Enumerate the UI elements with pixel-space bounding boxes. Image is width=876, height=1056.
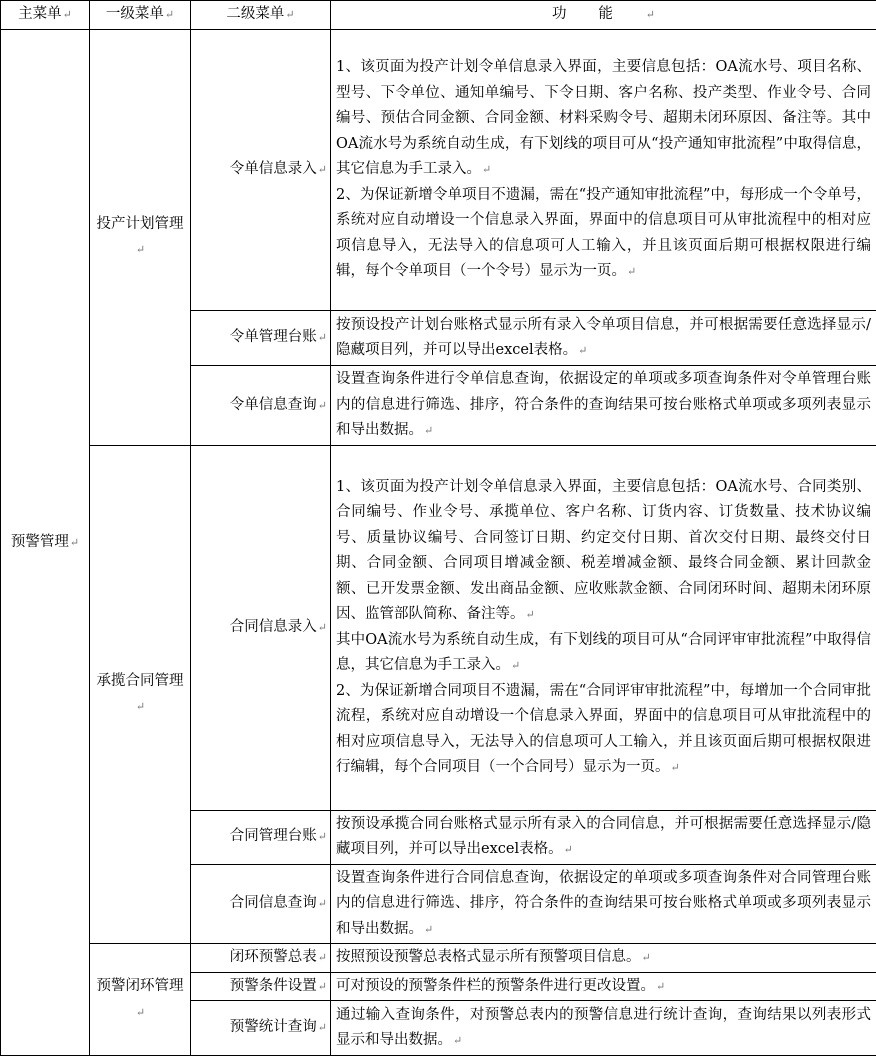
- level2-menu-cell: [191, 311, 331, 366]
- level2-menu-cell: [191, 366, 331, 446]
- header-level2-menu: 二级菜单↵: [191, 1, 331, 30]
- paragraph-mark-icon: ↵: [63, 8, 72, 21]
- paragraph-mark-icon: ↵: [318, 1021, 327, 1034]
- function-text: 设置查询条件进行合同信息查询，依据设定的单项或多项查询条件对合同管理台账内的信息进行筛选、排序，符合条件的查询结果可按台账格式单项或多项列表显示和导出数据。: [336, 870, 871, 937]
- level1-menu-label: 承揽合同管理: [97, 673, 184, 689]
- paragraph-mark-icon: ↵: [318, 621, 327, 634]
- paragraph-mark-icon: ↵: [318, 897, 327, 910]
- function-text: 可对预设的预警条件栏的预警条件进行更改设置。: [336, 978, 655, 994]
- paragraph-mark-icon: ↵: [642, 951, 651, 964]
- table-row: [1, 944, 876, 973]
- level2-menu-label: 合同管理台账: [230, 828, 317, 844]
- paragraph-mark-icon: ↵: [627, 265, 636, 278]
- function-paragraph: [336, 628, 871, 679]
- level2-menu-label: 令单信息录入: [230, 161, 317, 177]
- header-row: [1, 1, 876, 30]
- function-paragraph: [336, 1003, 871, 1054]
- level1-menu-label: 预警闭环管理: [97, 978, 184, 994]
- function-paragraph: [336, 974, 871, 1000]
- level2-menu-label: 令单管理台账: [230, 329, 317, 345]
- paragraph-mark-icon: ↵: [318, 163, 327, 176]
- function-paragraph: [336, 313, 871, 364]
- level2-menu-cell: [191, 30, 331, 311]
- function-cell: [331, 366, 876, 446]
- level1-menu-cell: [90, 445, 191, 944]
- paragraph-mark-icon: ↵: [453, 1034, 462, 1047]
- function-cell: [331, 311, 876, 366]
- function-text: 2、为保证新增令单项目不遗漏，需在“投产通知审批流程”中，每形成一个令单号，系统对应自动增设一个信息录入界面，界面中的信息项目可从审批流程中的相对应项信息导入，无法导入的信息项可人工输入，并且该页面后期可根据权限进行编辑，每个令单项目（一个令号）显示为一页。: [336, 187, 871, 280]
- function-cell: [331, 810, 876, 864]
- function-paragraph: [336, 812, 871, 863]
- level2-menu-label: 合同信息录入: [230, 619, 317, 635]
- level2-menu-cell: [191, 1001, 331, 1056]
- paragraph-mark-icon: ↵: [318, 830, 327, 843]
- function-text: 按照预设预警总表格式显示所有预警项目信息。: [336, 949, 641, 965]
- function-cell: [331, 864, 876, 944]
- function-paragraph: [336, 866, 871, 943]
- table-row: [1, 445, 876, 810]
- function-paragraph: [336, 475, 871, 628]
- paragraph-mark-icon: ↵: [424, 424, 433, 437]
- level2-menu-cell: [191, 944, 331, 973]
- level2-menu-cell: [191, 810, 331, 864]
- paragraph-mark-icon: ↵: [578, 344, 587, 357]
- level2-menu-cell: [191, 972, 331, 1001]
- paragraph-mark-icon: ↵: [671, 761, 680, 774]
- paragraph-mark-icon: ↵: [136, 243, 145, 256]
- level2-menu-label: 令单信息查询: [230, 397, 317, 413]
- function-text: 1、该页面为投产计划令单信息录入界面，主要信息包括：OA流水号、项目名称、型号、下令单位、通知单编号、下令日期、客户名称、投产类型、作业令号、合同编号、预估合同金额、合同金额、材料采购令号、超期未闭环原因、备注等。其中OA流水号为系统自动生成，有下划线的项目可从“投产通知审批流程”中取得信息，其它信息为手工录入。: [336, 59, 871, 177]
- function-paragraph: [336, 679, 871, 781]
- paragraph-mark-icon: ↵: [318, 951, 327, 964]
- level2-menu-cell: [191, 864, 331, 944]
- function-paragraph: [336, 55, 871, 183]
- paragraph-mark-icon: ↵: [511, 659, 520, 672]
- function-text: 1、该页面为投产计划令单信息录入界面，主要信息包括：OA流水号、合同类别、合同编号、作业令号、承揽单位、客户名称、订货内容、订货数量、技术协议编号、质量协议编号、合同签订日期、约定交付日期、首次交付日期、最终交付日期、合同金额、合同项目增减金额、税差增减金额、最终合同金额、累计回款金额、已开发票金额、发出商品金额、应收账款金额、合同闭环时间、超期未闭环原因、监管部队简称、备注等。: [336, 479, 871, 623]
- function-cell: [331, 944, 876, 973]
- function-paragraph: [336, 183, 871, 285]
- paragraph-mark-icon: ↵: [318, 331, 327, 344]
- paragraph-mark-icon: ↵: [318, 980, 327, 993]
- paragraph-mark-icon: ↵: [285, 8, 294, 21]
- level2-menu-cell: [191, 445, 331, 810]
- function-cell: [331, 30, 876, 311]
- level1-menu-cell: [90, 30, 191, 446]
- main-menu-cell: [1, 30, 90, 1056]
- function-paragraph: [336, 367, 871, 444]
- level2-menu-label: 合同信息查询: [230, 895, 317, 911]
- main-menu-label: 预警管理: [11, 534, 69, 550]
- function-text: 2、为保证新增合同项目不遗漏，需在“合同评审审批流程”中，每增加一个合同审批流程，系统对应自动增设一个信息录入界面，界面中的信息项目可从审批流程中的相对应项信息导入，无法导入的信息项可人工输入，并且该页面后期可根据权限进行编辑，每个合同项目（一个合同号）显示为一页。: [336, 683, 871, 776]
- level1-menu-cell: [90, 944, 191, 1056]
- header-level1-menu: 一级菜单↵: [90, 1, 191, 30]
- level2-menu-label: 预警条件设置: [230, 978, 317, 994]
- function-cell: [331, 1001, 876, 1056]
- level1-menu-label: 投产计划管理: [97, 216, 184, 232]
- paragraph-mark-icon: ↵: [136, 700, 145, 713]
- paragraph-mark-icon: ↵: [165, 8, 174, 21]
- paragraph-mark-icon: ↵: [482, 163, 491, 176]
- function-cell: [331, 972, 876, 1001]
- paragraph-mark-icon: ↵: [70, 536, 79, 549]
- function-text: 设置查询条件进行令单信息查询，依据设定的单项或多项查询条件对令单管理台账内的信息进行筛选、排序，符合条件的查询结果可按台账格式单项或多项列表显示和导出数据。: [336, 371, 871, 438]
- paragraph-mark-icon: ↵: [318, 399, 327, 412]
- function-text: 按预设投产计划台账格式显示所有录入令单项目信息，并可根据需要任意选择显示/隐藏项目列，并可以导出excel表格。: [336, 317, 871, 359]
- paragraph-mark-icon: ↵: [646, 8, 655, 21]
- paragraph-mark-icon: ↵: [136, 1006, 145, 1019]
- level2-menu-label: 闭环预警总表: [230, 949, 317, 965]
- level2-menu-label: 预警统计查询: [230, 1019, 317, 1035]
- table-row: [1, 30, 876, 311]
- paragraph-mark-icon: ↵: [656, 980, 665, 993]
- function-text: 按预设承揽合同台账格式显示所有录入的合同信息，并可根据需要任意选择显示/隐藏项目列，并可以导出excel表格。: [336, 816, 871, 858]
- header-function: 功能↵: [331, 1, 876, 30]
- header-main-menu: 主菜单↵: [1, 1, 90, 30]
- paragraph-mark-icon: ↵: [564, 843, 573, 856]
- function-text: 其中OA流水号为系统自动生成，有下划线的项目可从“合同评审审批流程”中取得信息，其它信息为手工录入。: [336, 632, 871, 674]
- function-paragraph: [336, 945, 871, 971]
- function-cell: [331, 445, 876, 810]
- paragraph-mark-icon: ↵: [424, 923, 433, 936]
- table-body: [1, 30, 876, 1056]
- paragraph-mark-icon: ↵: [526, 608, 535, 621]
- function-text: 通过输入查询条件，对预警总表内的预警信息进行统计查询，查询结果以列表形式显示和导出数据。: [336, 1007, 871, 1049]
